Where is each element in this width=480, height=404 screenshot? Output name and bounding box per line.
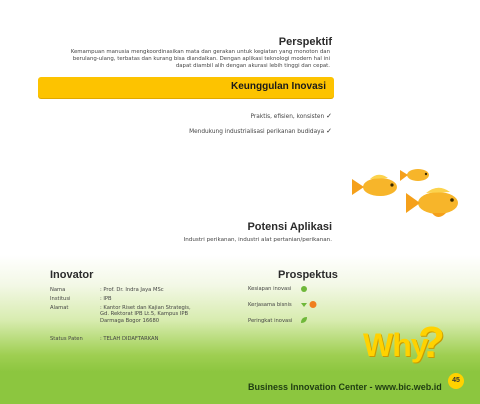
fish-icon: [352, 175, 397, 196]
perspektif-title: Perspektif: [278, 36, 332, 48]
info-value: : IPB: [100, 296, 112, 302]
footer-text: Business Innovation Center - www.bic.web.id: [248, 382, 442, 392]
advantage-text: Mendukung industrialisasi perikanan budidaya: [189, 129, 325, 135]
info-value: : Kantor Riset dan Kajian Strategis, Gd. Rektorat IPB Lt.5, Kampus IPB Darmaga Bogor 16680: [100, 305, 191, 324]
check-icon: ✓: [326, 112, 332, 120]
fish-illustration: [350, 165, 475, 227]
perspektif-line-1: Kemampuan manusia mengkoordinasikan mata dan gerakan untuk kegiatan yang monoton dan: [70, 49, 330, 55]
perspektif-line-3: dapat diambil alih dengan akurasi lebih tinggi dan cepat.: [175, 63, 330, 69]
info-value: : TELAH DIDAFTARKAN: [100, 336, 159, 342]
info-value: : Prof. Dr. Indra Jaya MSc: [100, 287, 164, 293]
prospektus-label: Peringkat inovasi: [248, 318, 293, 324]
fish-icon: [400, 169, 429, 181]
info-label: Institusi: [50, 296, 71, 302]
info-label: Nama: [50, 287, 66, 293]
prospektus-title: Prospektus: [278, 269, 338, 281]
perspektif-body: [38, 49, 330, 70]
why-question-mark: ?: [418, 318, 445, 367]
keunggulan-banner: [38, 77, 334, 98]
check-icon: ✓: [326, 127, 332, 135]
inovator-title: Inovator: [50, 269, 94, 281]
prospektus-label: Kesiapan inovasi: [248, 286, 292, 292]
fish-icon: [406, 188, 458, 217]
potensi-body: Industri perikanan, industri alat pertanian/perikanan.: [183, 237, 332, 243]
leaf-icon: [300, 316, 308, 324]
page-number: 45: [448, 373, 464, 389]
keunggulan-title: Keunggulan Inovasi: [230, 81, 326, 92]
advantage-item-1: [251, 112, 332, 120]
info-label: Alamat: [50, 305, 69, 311]
advantage-item-2: [189, 127, 332, 135]
info-label: Status Paten: [50, 336, 83, 342]
perspektif-line-2: berulang-ulang, terbatas dan kurang bisa diandalkan. Dengan aplikasi teknologi modern hal ini: [72, 56, 330, 62]
potensi-title: Potensi Aplikasi: [247, 221, 332, 233]
prospektus-label: Kerjasama bisnis: [248, 302, 292, 308]
advantage-text: Praktis, efisien, konsisten: [250, 114, 325, 120]
green-dot-icon: [300, 285, 308, 293]
why-logo-text: Why: [363, 327, 428, 363]
handshake-icon: [300, 300, 320, 309]
